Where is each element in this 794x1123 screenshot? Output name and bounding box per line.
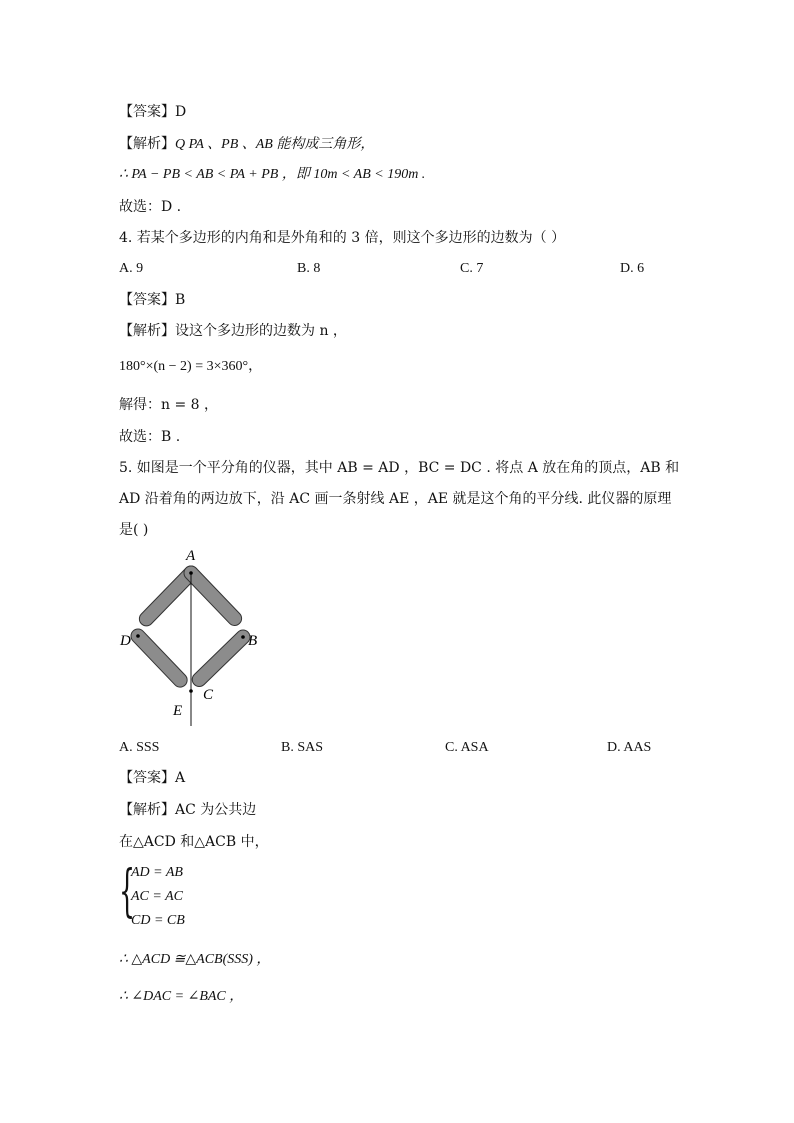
q4-question: 4. 若某个多边形的内角和是外角和的 3 倍，则这个多边形的边数为（ ） xyxy=(119,230,566,246)
pivot-b xyxy=(241,635,245,639)
pivot-d xyxy=(136,634,140,638)
q3-inequality: ∴ PA − PB < AB < PA + PB ，即 10m < AB < 190m . xyxy=(119,167,426,182)
q5-system-eq2: AC = AC xyxy=(131,889,183,904)
q5-analysis: 【解析】AC 为公共边 xyxy=(119,802,257,818)
q4-answer: 【答案】B xyxy=(119,292,186,308)
q3-analysis xyxy=(119,135,374,154)
q5-system-eq1: AD = AB xyxy=(131,865,183,880)
label-b: B xyxy=(248,633,258,649)
q5-option-b: B. SAS xyxy=(281,740,324,755)
q3-analysis-label: 【解析】 xyxy=(119,136,175,152)
q5-angles: ∴ ∠DAC = ∠BAC ， xyxy=(119,989,244,1004)
label-a: A xyxy=(186,548,196,564)
q4-conclusion: 故选：B . xyxy=(119,429,181,445)
q5-answer: 【答案】A xyxy=(119,770,186,786)
q4-analysis: 【解析】设这个多边形的边数为 n ， xyxy=(119,323,347,339)
angle-bisector-instrument-figure xyxy=(116,544,276,726)
pivot-c xyxy=(189,689,193,693)
q5-system-eq3: CD = CB xyxy=(131,913,185,928)
label-d: D xyxy=(120,633,131,649)
q5-option-c: C. ASA xyxy=(445,740,489,755)
q4-option-c: C. 7 xyxy=(460,261,484,276)
q4-option-a: A. 9 xyxy=(119,261,144,276)
pivot-a xyxy=(189,571,193,575)
q5-option-d: D. AAS xyxy=(607,740,652,755)
q5-question-line2: AD 沿着角的两边放下，沿 AC 画一条射线 AE ，AE 就是这个角的平分线. 此仪器的原理 xyxy=(119,491,672,507)
q5-question-line1: 5. 如图是一个平分角的仪器，其中 AB = AD ，BC = DC . 将点 A 放在角的顶点，AB 和 xyxy=(119,460,680,476)
q3-conclusion: 故选：D . xyxy=(119,199,182,215)
q4-solve: 解得：n = 8 ， xyxy=(119,397,219,413)
q5-option-a: A. SSS xyxy=(119,740,160,755)
q4-option-b: B. 8 xyxy=(297,261,321,276)
q5-triangles: 在△ACD 和△ACB 中， xyxy=(119,834,269,850)
q3-answer: 【答案】D xyxy=(119,104,187,120)
label-e: E xyxy=(173,703,183,719)
system-brace: { xyxy=(119,859,136,924)
q4-option-d: D. 6 xyxy=(620,261,645,276)
q4-equation: 180°×(n − 2) = 3×360°， xyxy=(119,359,263,374)
label-c: C xyxy=(203,687,214,703)
q5-congruent: ∴ △ACD ≅△ACB(SSS) ， xyxy=(119,952,271,967)
q5-question-line3: 是( ) xyxy=(119,522,149,538)
q3-analysis-text: Q PA 、PB 、AB 能构成三角形， xyxy=(175,137,375,152)
